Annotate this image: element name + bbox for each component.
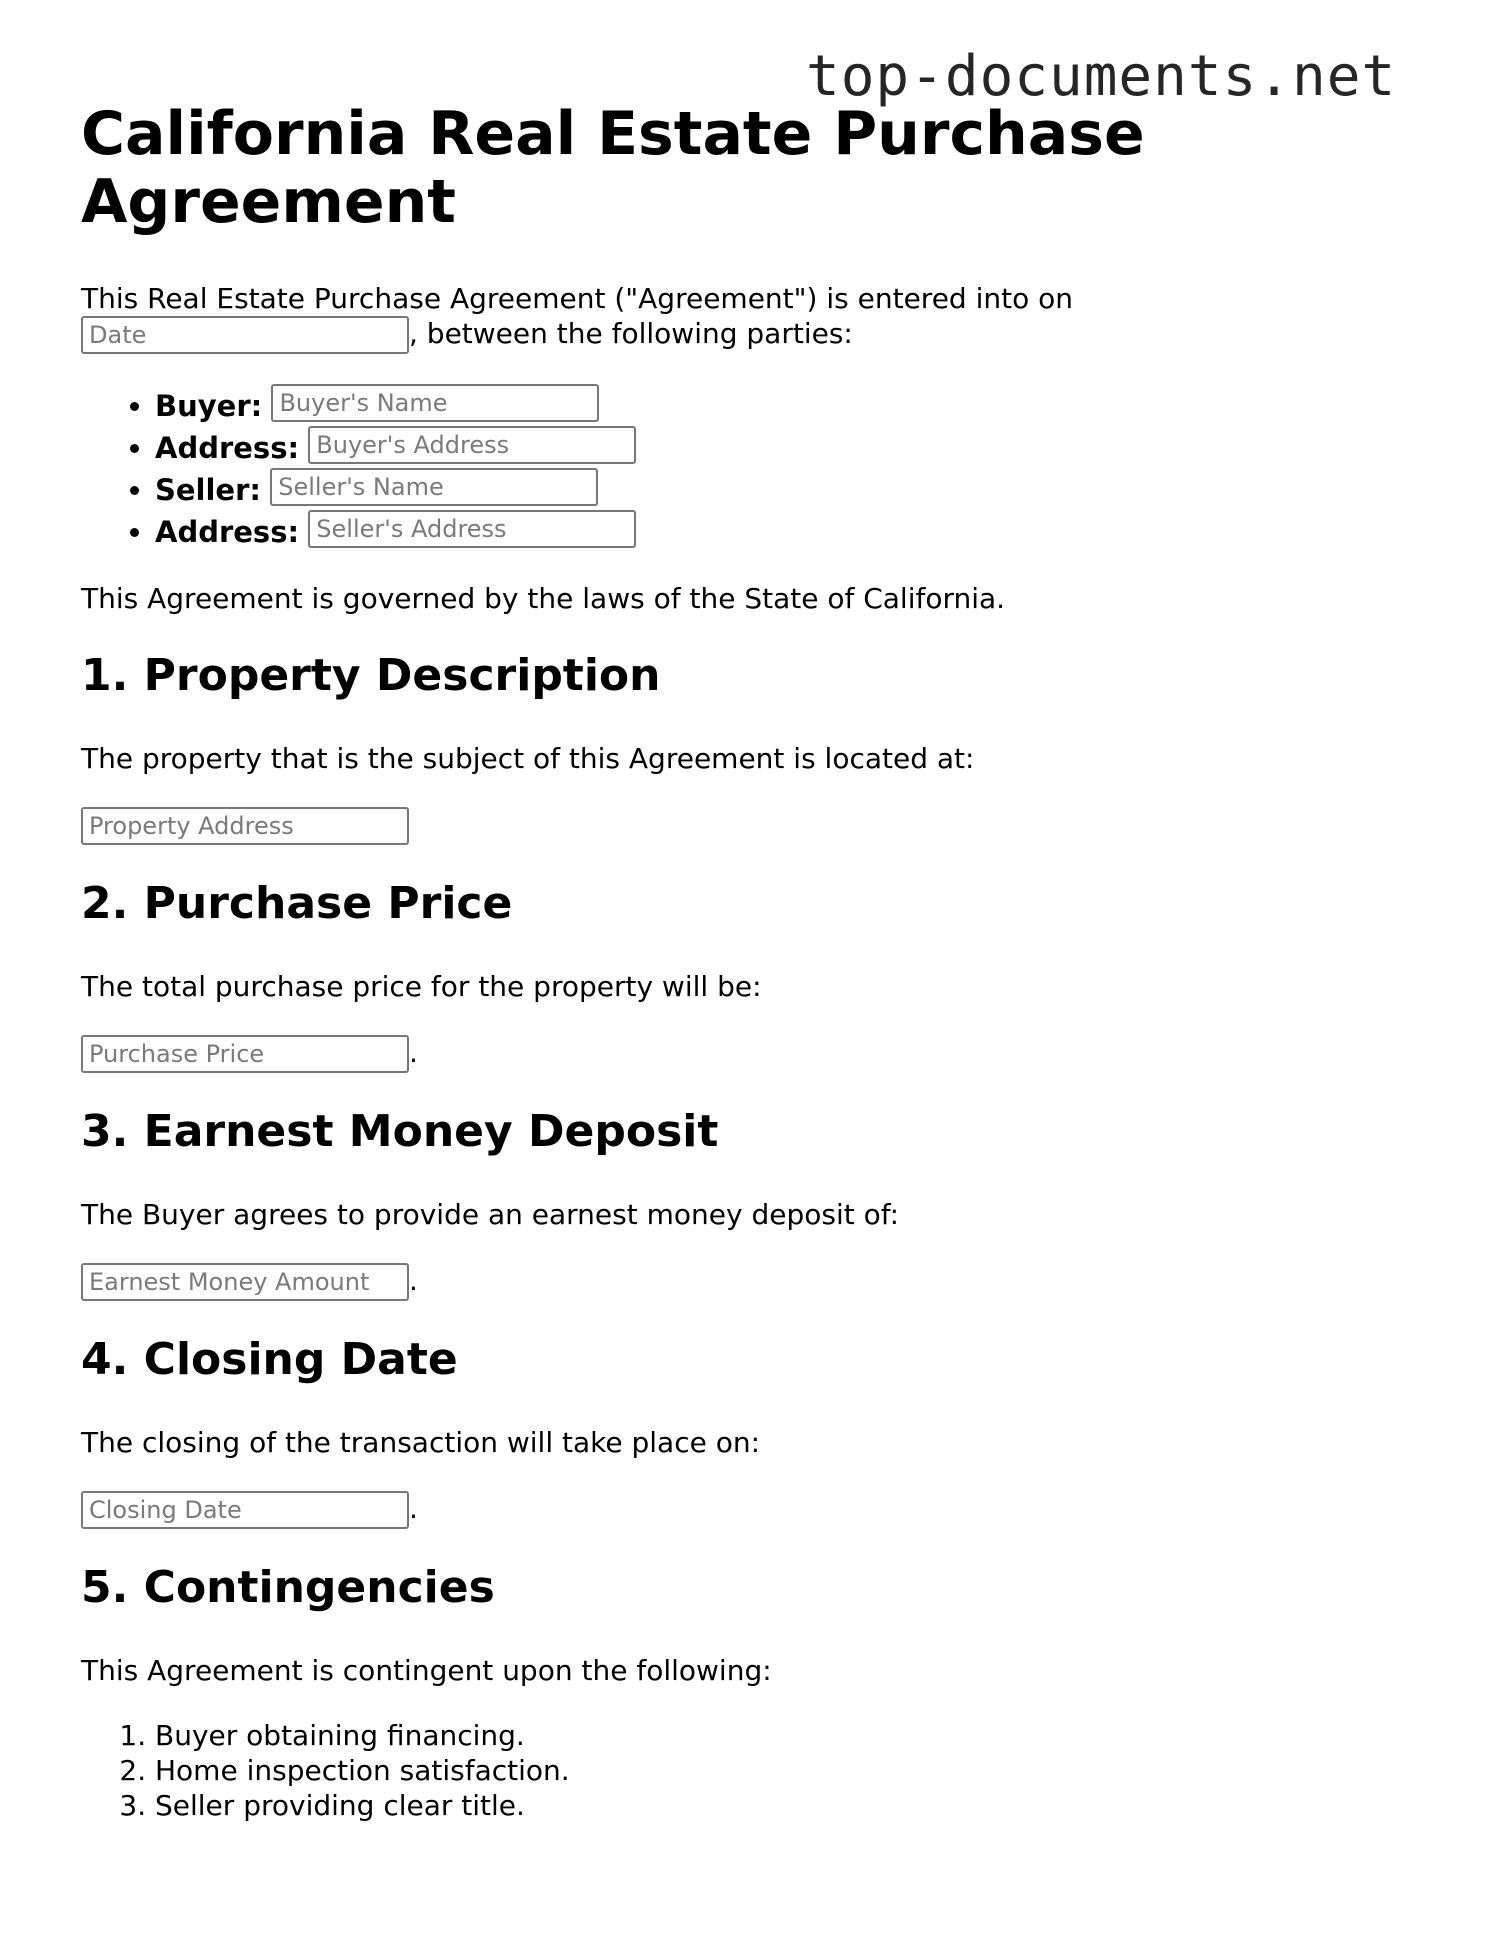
section-field-row-price bbox=[81, 1034, 1421, 1072]
closing-date-field[interactable]: Closing Date bbox=[81, 1491, 409, 1529]
intro-text: This Real Estate Purchase Agreement ("Agreement") is entered into on bbox=[81, 282, 1074, 315]
document-title: California Real Estate Purchase Agreement bbox=[81, 99, 1145, 237]
section-heading-contingencies: 5. Contingencies bbox=[81, 1562, 495, 1613]
parties-list bbox=[81, 384, 1421, 552]
section-text-property: The property that is the subject of this Agreement is located at: bbox=[81, 742, 975, 775]
seller-address-field[interactable]: Seller's Address bbox=[308, 510, 636, 548]
seller-name-field[interactable]: Seller's Name bbox=[270, 468, 598, 506]
party-item-seller bbox=[155, 468, 1421, 510]
section-heading-price: 2. Purchase Price bbox=[81, 878, 513, 929]
section-field-row-deposit bbox=[81, 1262, 1421, 1300]
list-item: 2. Home inspection satisfaction. bbox=[155, 1753, 1421, 1788]
field-suffix: . bbox=[409, 1492, 418, 1525]
section-heading-deposit: 3. Earnest Money Deposit bbox=[81, 1106, 719, 1157]
purchase-price-field[interactable]: Purchase Price bbox=[81, 1035, 409, 1073]
buyer-name-field[interactable]: Buyer's Name bbox=[271, 384, 599, 422]
party-label: Buyer: bbox=[155, 389, 263, 423]
field-suffix: . bbox=[409, 1264, 418, 1297]
field-suffix: . bbox=[409, 1036, 418, 1069]
party-item-buyer-address bbox=[155, 426, 1421, 468]
section-field-row-property bbox=[81, 806, 1421, 844]
section-heading-property: 1. Property Description bbox=[81, 650, 661, 701]
intro-text-after: , between the following parties: bbox=[409, 317, 853, 350]
list-item: 3. Seller providing clear title. bbox=[155, 1788, 1421, 1823]
list-item: 1. Buyer obtaining financing. bbox=[155, 1718, 1421, 1753]
earnest-money-field[interactable]: Earnest Money Amount bbox=[81, 1263, 409, 1301]
contingencies-list bbox=[81, 1718, 1421, 1823]
party-label: Address: bbox=[155, 431, 300, 465]
party-item-seller-address bbox=[155, 510, 1421, 552]
party-label: Seller: bbox=[155, 473, 262, 507]
section-heading-closing: 4. Closing Date bbox=[81, 1334, 458, 1385]
party-item-buyer bbox=[155, 384, 1421, 426]
section-text-contingencies: This Agreement is contingent upon the following: bbox=[81, 1654, 772, 1687]
agreement-date-field[interactable]: Date bbox=[81, 316, 409, 354]
section-text-price: The total purchase price for the property will be: bbox=[81, 970, 762, 1003]
property-address-field[interactable]: Property Address bbox=[81, 807, 409, 845]
party-label: Address: bbox=[155, 515, 300, 549]
section-field-row-closing bbox=[81, 1490, 1421, 1528]
section-text-deposit: The Buyer agrees to provide an earnest money deposit of: bbox=[81, 1198, 900, 1231]
section-text-closing: The closing of the transaction will take place on: bbox=[81, 1426, 761, 1459]
intro-paragraph bbox=[81, 282, 1421, 354]
buyer-address-field[interactable]: Buyer's Address bbox=[308, 426, 636, 464]
governing-law-text: This Agreement is governed by the laws of the State of California. bbox=[81, 582, 1006, 615]
document-body bbox=[81, 100, 1421, 1823]
watermark: top-documents.net bbox=[806, 44, 1397, 109]
